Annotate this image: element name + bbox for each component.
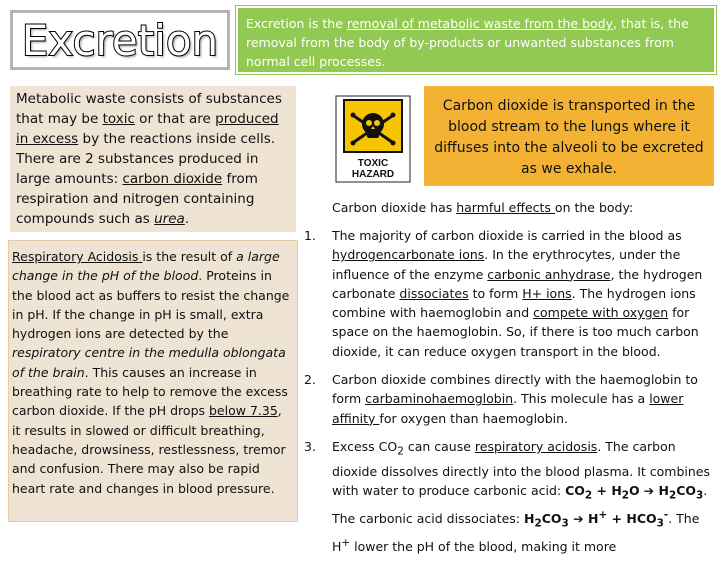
d-hplus-sup: + — [598, 508, 608, 521]
list-item — [304, 370, 720, 428]
item3-text-3: . The carbon dioxide dissolves directly into the blood plasma. It combines with water to produce carbonic acid: — [332, 438, 711, 499]
acidosis-below: below 7.35 — [209, 403, 278, 419]
carbonic-acid-equation — [565, 483, 640, 502]
hazard-line1: TOXIC — [357, 158, 389, 169]
item1-text-3: , the hydrogen carbonate — [332, 266, 703, 301]
metabolic-waste-box — [10, 86, 296, 232]
d-hplus: H — [583, 511, 599, 527]
item1-text: The majority of carbon dioxide is carried in the blood as — [332, 228, 682, 243]
eq-h2o-sub: 2 — [621, 489, 630, 502]
eq-co2: CO — [565, 483, 585, 499]
item1-u5: compete with oxygen — [533, 305, 669, 321]
acidosis-text-3: . This causes an increase in breathing rate to help to remove the excess carbon dioxide. If the pH drops — [12, 364, 288, 419]
waste-text-5: . — [184, 211, 190, 227]
eq-h-sub: 2 — [668, 489, 677, 502]
item1-u4: H+ ions — [522, 285, 572, 301]
list-number: 2. — [304, 372, 316, 388]
acidosis-italic-2: respiratory centre in the medulla oblongata of the brain — [12, 345, 286, 380]
hazard-line2: HAZARD — [351, 169, 395, 180]
waste-produced-in-excess: produced in excess — [16, 111, 279, 147]
item3-text-2: can cause — [403, 438, 475, 454]
co2-transport-box: Carbon dioxide is transported in the blood stream to the lungs where it diffuses into the alveoli to be excreted as we exhale. — [424, 86, 714, 186]
item2-text: Carbon dioxide combines directly with the haemoglobin to form — [332, 372, 698, 407]
item1-u1: hydrogencarbonate ions — [332, 247, 485, 263]
waste-urea: urea — [154, 211, 185, 227]
page-title: Excretion — [21, 15, 219, 65]
item3-u1: respiratory acidosis — [474, 438, 598, 454]
eq-co2-sub: 2 — [584, 489, 593, 502]
item1-text-2: . In the erythrocytes, under the influence of the enzyme — [332, 247, 681, 282]
eq-co-sub: 3 — [696, 489, 704, 502]
waste-text-2: or that are — [134, 111, 216, 127]
definition-text: Excretion is the — [246, 16, 347, 31]
item2-text-3: for oxygen than haemoglobin. — [379, 410, 568, 426]
respiratory-acidosis-box — [8, 240, 298, 522]
item2-text-2: . This molecule has a — [513, 391, 650, 407]
arrow-icon: ➔ — [643, 483, 655, 499]
item1-text-5: . The hydrogen ions combine with haemoglobin and — [332, 285, 696, 321]
item1-u3: dissociates — [399, 285, 469, 301]
waste-toxic: toxic — [102, 111, 135, 127]
d-co-sub: 3 — [561, 517, 569, 530]
item3-hplus-sup: + — [341, 536, 351, 549]
item3-text: Excess CO — [332, 438, 398, 454]
d-h-sub: 2 — [534, 517, 542, 530]
d-hco3-sub: 3 — [656, 517, 664, 530]
item3-sub: 2 — [397, 445, 404, 458]
list-number: 1. — [304, 228, 316, 243]
item3-text-5: . The H — [332, 511, 700, 554]
acidosis-italic-1: a large change in the pH of the blood — [12, 249, 280, 284]
waste-carbon-dioxide: carbon dioxide — [122, 171, 223, 187]
effects-text-2: on the body: — [554, 200, 634, 215]
list-number: 3. — [304, 438, 316, 454]
d-plus: + — [607, 511, 627, 527]
waste-text: Metabolic waste consists of substances that may be — [16, 91, 282, 127]
waste-text-3: by the reactions inside cells. There are 2 substances produced in large amounts: — [16, 131, 276, 187]
item3-text-6: lower the pH of the blood, making it more — [350, 538, 617, 554]
eq-o: O — [629, 483, 640, 499]
item1-u2: carbonic anhydrase — [487, 266, 611, 282]
d-co: CO — [541, 511, 562, 527]
effects-text: Carbon dioxide has — [332, 200, 457, 215]
acidosis-text: is the result of — [142, 249, 237, 264]
item1-text-6: for space on the haemoglobin. So, if there is too much carbon dioxide, it can reduce oxygen transport in the blood. — [332, 305, 699, 359]
waste-text-4: from respiration and nitrogen containing compounds such as — [16, 171, 258, 227]
definition-underlined: removal of metabolic waste from the body — [346, 16, 614, 31]
list-item — [304, 437, 720, 556]
arrow-icon: ➔ — [568, 511, 584, 527]
definition-text-2: , that is, the removal from the body of by-products or unwanted substances from normal cell processes. — [246, 16, 689, 69]
toxic-hazard-sign — [334, 94, 412, 184]
d-hco3: HCO — [626, 511, 657, 527]
d-h: H — [524, 511, 535, 527]
acidosis-term: Respiratory Acidosis — [12, 249, 143, 264]
item3-text-4: . The carbonic acid dissociates: — [332, 483, 708, 527]
definition-box — [236, 6, 716, 74]
effects-underlined: harmful effects — [456, 200, 555, 215]
dissociation-equation — [524, 508, 669, 530]
effects-list — [304, 226, 720, 565]
eq-h: H — [654, 483, 669, 499]
eq-plus-h: + H — [592, 483, 622, 499]
skull-crossbones-icon — [334, 94, 412, 184]
d-hco3-sup: - — [663, 508, 669, 521]
list-item — [304, 226, 720, 361]
effects-heading — [332, 200, 633, 215]
item2-u2: lower affinity — [332, 391, 684, 426]
item1-text-4: to form — [468, 285, 523, 301]
carbonic-acid-product — [654, 483, 704, 502]
title-box — [10, 10, 230, 70]
acidosis-text-2: . Proteins in the blood act as buffers to resist the change in pH. If the change in pH is small, extra hydrogen ions are detected by the — [12, 268, 290, 342]
eq-co: CO — [676, 483, 697, 499]
item2-u1: carbaminohaemoglobin — [365, 391, 514, 407]
acidosis-text-4: , it results in slowed or difficult breathing, headache, drowsiness, restlessness, tremor and confusion. There may also be rapid heart rate and changes in blood pressure. — [12, 403, 286, 496]
